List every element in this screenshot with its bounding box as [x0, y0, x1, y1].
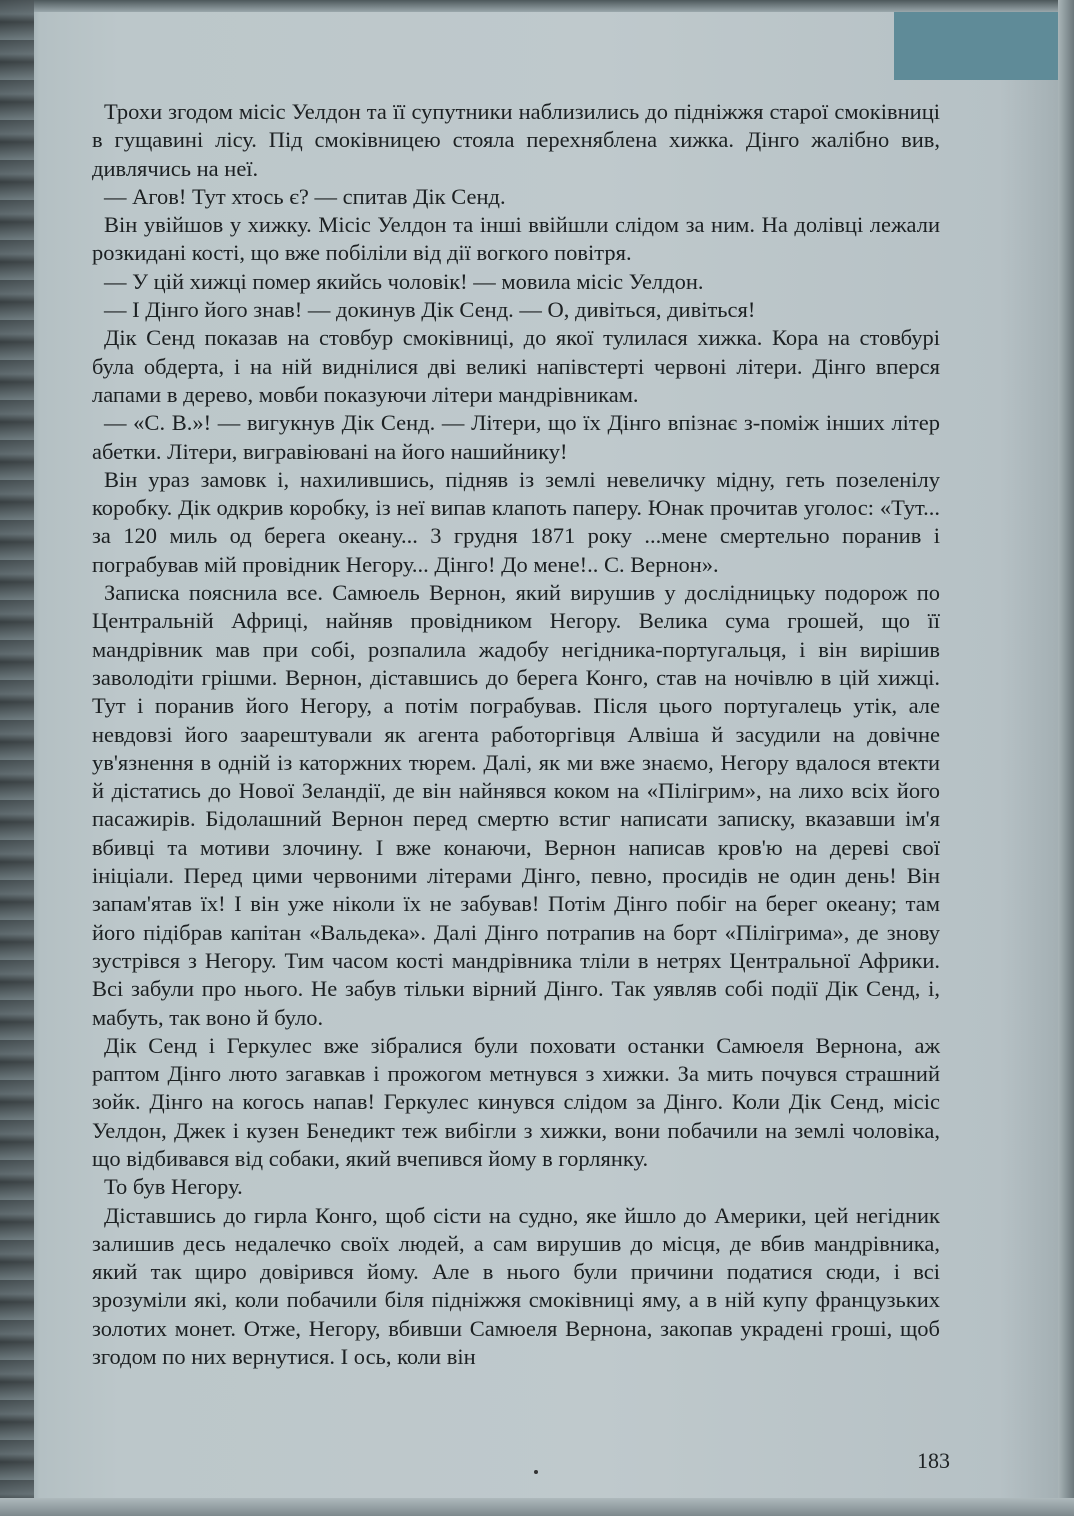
page-right-edge	[1058, 0, 1074, 1516]
paragraph: Він увійшов у хижку. Місіс Уелдон та інші ввійшли слідом за ним. На долівці лежали розкидані кості, що вже побіліли від дії вогкого повітря.	[92, 212, 940, 266]
paragraph: Трохи згодом місіс Уелдон та її супутники наблизились до підніжжя старої смоківниці в гущавині лісу. Під смоківницею стояла перехняблена хижка. Дінго жалібно вив, дивлячись на неї.	[92, 99, 940, 181]
paragraph: Дік Сенд показав на стовбур смоківниці, до якої тулилася хижка. Кора на стовбурі була обдерта, і на ній виднілися дві великі напівстерті червоні літери. Дінго вперся лапами в дерево, мовби показуючи літери мандрівникам.	[92, 325, 940, 407]
corner-color-tab	[894, 12, 1058, 80]
body-text	[92, 98, 940, 1371]
page-top-edge	[34, 0, 1074, 12]
paragraph: — Агов! Тут хтось є? — спитав Дік Сенд.	[104, 183, 506, 209]
paragraph: — І Дінго його знав! — докинув Дік Сенд. — О, дивіться, дивіться!	[104, 297, 756, 323]
paragraph: — У цій хижці помер якийсь чоловік! — мовила місіс Уелдон.	[104, 268, 704, 294]
paragraph: — «С. В.»! — вигукнув Дік Сенд. — Літери, що їх Дінго впізнає з-поміж інших літер абетки. Літери, вигравіювані на його нашийнику!	[92, 410, 940, 464]
print-speck	[534, 1470, 538, 1474]
paragraph: То був Негору.	[104, 1174, 243, 1200]
paragraph: Дік Сенд і Геркулес вже зібралися були поховати останки Самюеля Вернона, аж раптом Дінго люто загавкав і прожогом метнувся з хижки. За мить почувся страшний зойк. Дінго на когось напав! Геркулес кинувся слідом за Дінго. Коли Дік Сенд, місіс Уелдон, Джек і кузен Бенедикт теж вибігли з хижки, вони побачили на землі чоловіка, що відбивався від собаки, який вчепився йому в горлянку.	[92, 1032, 940, 1171]
paragraph: Записка пояснила все. Самюель Вернон, який вирушив у дослідницьку подорож по Центральній Африці, найняв провідником Негору. Велика сума грошей, що її мандрівник мав при собі, розпалила жадобу негідника-португальця, і він вирішив заволодіти грішми. Вернон, діставшись до берега Конго, став на ночівлю в цій хижці. Тут і поранив його Негору, а потім пограбував. Після цього португалець утік, але невдовзі його заарештували як агента работоргівця Алвіша й засудили на довічне ув'язнення в одній із каторжних тюрем. Далі, як ми вже знаємо, Негору вдалося втекти й дістатись до Нової Зеландії, де він найнявся коком на «Пілігрим», на лихо всіх його пасажирів. Бідолашний Вернон перед смертю встиг написати записку, вказавши ім'я вбивці та мотиви злочину. І вже конаючи, Вернон написав кров'ю на дереві свої ініціали. Перед цими червоними літерами Дінго, певно, просидів не один день! Він запам'ятав їх! І він уже ніколи їх не забував! Потім Дінго побіг на берег океану; там його підібрав капітан «Вальдека». Далі Дінго потрапив на борт «Пілігрима», де знову зустрівся з Негору. Тим часом кості мандрівника тліли в нетрях Центральної Африки. Всі забули про нього. Не забув тільки вірний Дінго. Так уявляв собі події Дік Сенд, і, мабуть, так воно й було.	[92, 580, 940, 1030]
book-spine	[0, 0, 34, 1516]
paragraph: Діставшись до гирла Конго, щоб сісти на судно, яке йшло до Америки, цей негідник залишив десь недалечко своїх людей, а сам вирушив до місця, де вбив мандрівника, який так щиро довірився йому. Але в нього були причини податися сюди, і всі зрозуміли які, коли побачили біля підніжжя смоківниці яму, а в ній купу французьких золотих монет. Отже, Негору, вбивши Самюеля Вернона, закопав украдені гроші, щоб згодом по них вернутися. І ось, коли він	[92, 1202, 940, 1370]
paragraph: Він ураз замовк і, нахилившись, підняв із землі невеличку мідну, геть позеленілу коробку. Дік одкрив коробку, із неї випав клапоть паперу. Юнак прочитав уголос: «Тут... за 120 миль од берега океану... 3 грудня 1871 року ...мене смертельно поранив і пограбував мій провідник Негору... Дінго! До мене!.. С. Вернон».	[92, 466, 940, 577]
page-number: 183	[917, 1448, 950, 1473]
page-bottom-edge	[0, 1498, 1074, 1516]
